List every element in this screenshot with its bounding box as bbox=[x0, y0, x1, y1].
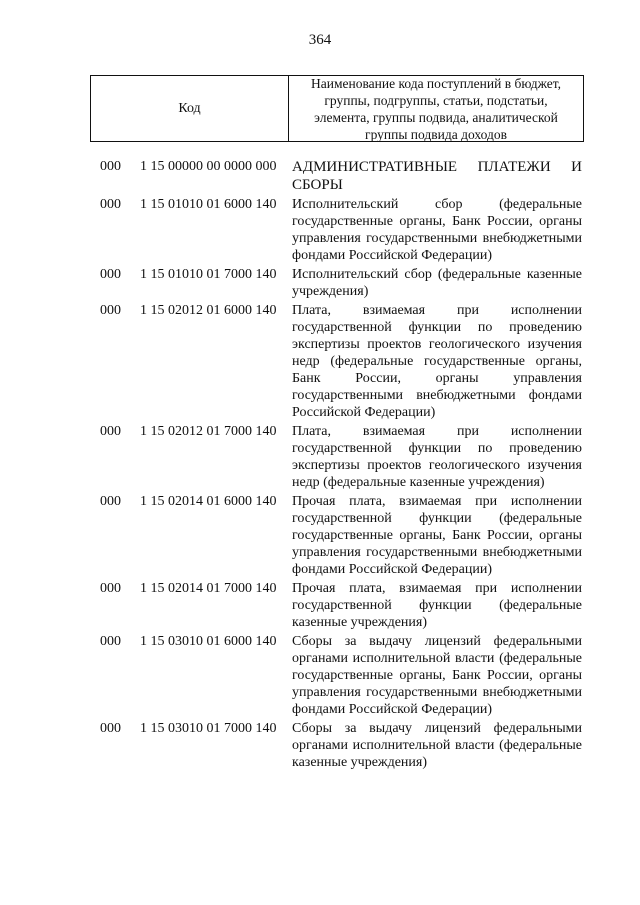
table-row bbox=[0, 633, 640, 718]
revenue-name: Прочая плата, взимаемая при исполнении государственной функции (федеральные казенные учреждения) bbox=[292, 581, 582, 630]
revenue-name: Сборы за выдачу лицензий федеральными органами исполнительной власти (федеральные казенные учреждения) bbox=[292, 721, 582, 770]
table-row bbox=[0, 196, 640, 264]
revenue-code: 1 15 00000 00 0000 000 bbox=[140, 159, 277, 174]
table-row bbox=[0, 266, 640, 300]
header-name-label: Наименование кода поступлений в бюджет, группы, подгруппы, статьи, подстатьи, элемента, группы подвида, аналитической группы подвида доходов bbox=[310, 75, 561, 142]
revenue-code: 1 15 03010 01 6000 140 bbox=[140, 634, 277, 649]
revenue-name: Исполнительский сбор (федеральные казенные учреждения) bbox=[292, 267, 582, 299]
table-row bbox=[0, 720, 640, 771]
revenue-code: 1 15 02014 01 6000 140 bbox=[140, 494, 277, 509]
admin-code: 000 bbox=[100, 581, 121, 596]
admin-code: 000 bbox=[100, 197, 121, 212]
table-row bbox=[0, 423, 640, 491]
admin-code: 000 bbox=[100, 159, 121, 174]
revenue-name: АДМИНИСТРАТИВНЫЕ ПЛАТЕЖИ И СБОРЫ bbox=[292, 159, 582, 193]
revenue-code: 1 15 01010 01 7000 140 bbox=[140, 267, 277, 282]
revenue-code: 1 15 01010 01 6000 140 bbox=[140, 197, 277, 212]
table-row bbox=[0, 158, 640, 194]
admin-code: 000 bbox=[100, 634, 121, 649]
revenue-name: Сборы за выдачу лицензий федеральными органами исполнительной власти (федеральные государственные органы, Банк России, органы управления государственными внебюджетными фондами Российской Федерации) bbox=[292, 634, 582, 717]
table-row bbox=[0, 493, 640, 578]
revenue-name: Исполнительский сбор (федеральные государственные органы, Банк России, органы управления государственными внебюджетными фондами Российской Федерации) bbox=[292, 197, 582, 263]
revenue-code: 1 15 02014 01 7000 140 bbox=[140, 581, 277, 596]
admin-code: 000 bbox=[100, 267, 121, 282]
revenue-code: 1 15 02012 01 7000 140 bbox=[140, 424, 277, 439]
admin-code: 000 bbox=[100, 424, 121, 439]
table-row bbox=[0, 302, 640, 421]
table-header bbox=[90, 75, 584, 142]
header-code-label: Код bbox=[91, 76, 289, 141]
revenue-name: Плата, взимаемая при исполнении государственной функции по проведению экспертизы проектов геологического изучения недр (федеральные казенные учреждения) bbox=[292, 424, 582, 490]
revenue-name: Плата, взимаемая при исполнении государственной функции по проведению экспертизы проектов геологического изучения недр (федеральные государственные органы, Банк России, органы управления государственными внебюджетными фондами Российской Федерации) bbox=[292, 303, 582, 420]
admin-code: 000 bbox=[100, 303, 121, 318]
admin-code: 000 bbox=[100, 721, 121, 736]
table-row bbox=[0, 580, 640, 631]
admin-code: 000 bbox=[100, 494, 121, 509]
revenue-code: 1 15 03010 01 7000 140 bbox=[140, 721, 277, 736]
page-number: 364 bbox=[308, 32, 332, 48]
revenue-name: Прочая плата, взимаемая при исполнении государственной функции (федеральные государственные органы, Банк России, органы управления государственными внебюджетными фондами Российской Федерации) bbox=[292, 494, 582, 577]
revenue-code: 1 15 02012 01 6000 140 bbox=[140, 303, 277, 318]
table-body bbox=[0, 158, 640, 773]
